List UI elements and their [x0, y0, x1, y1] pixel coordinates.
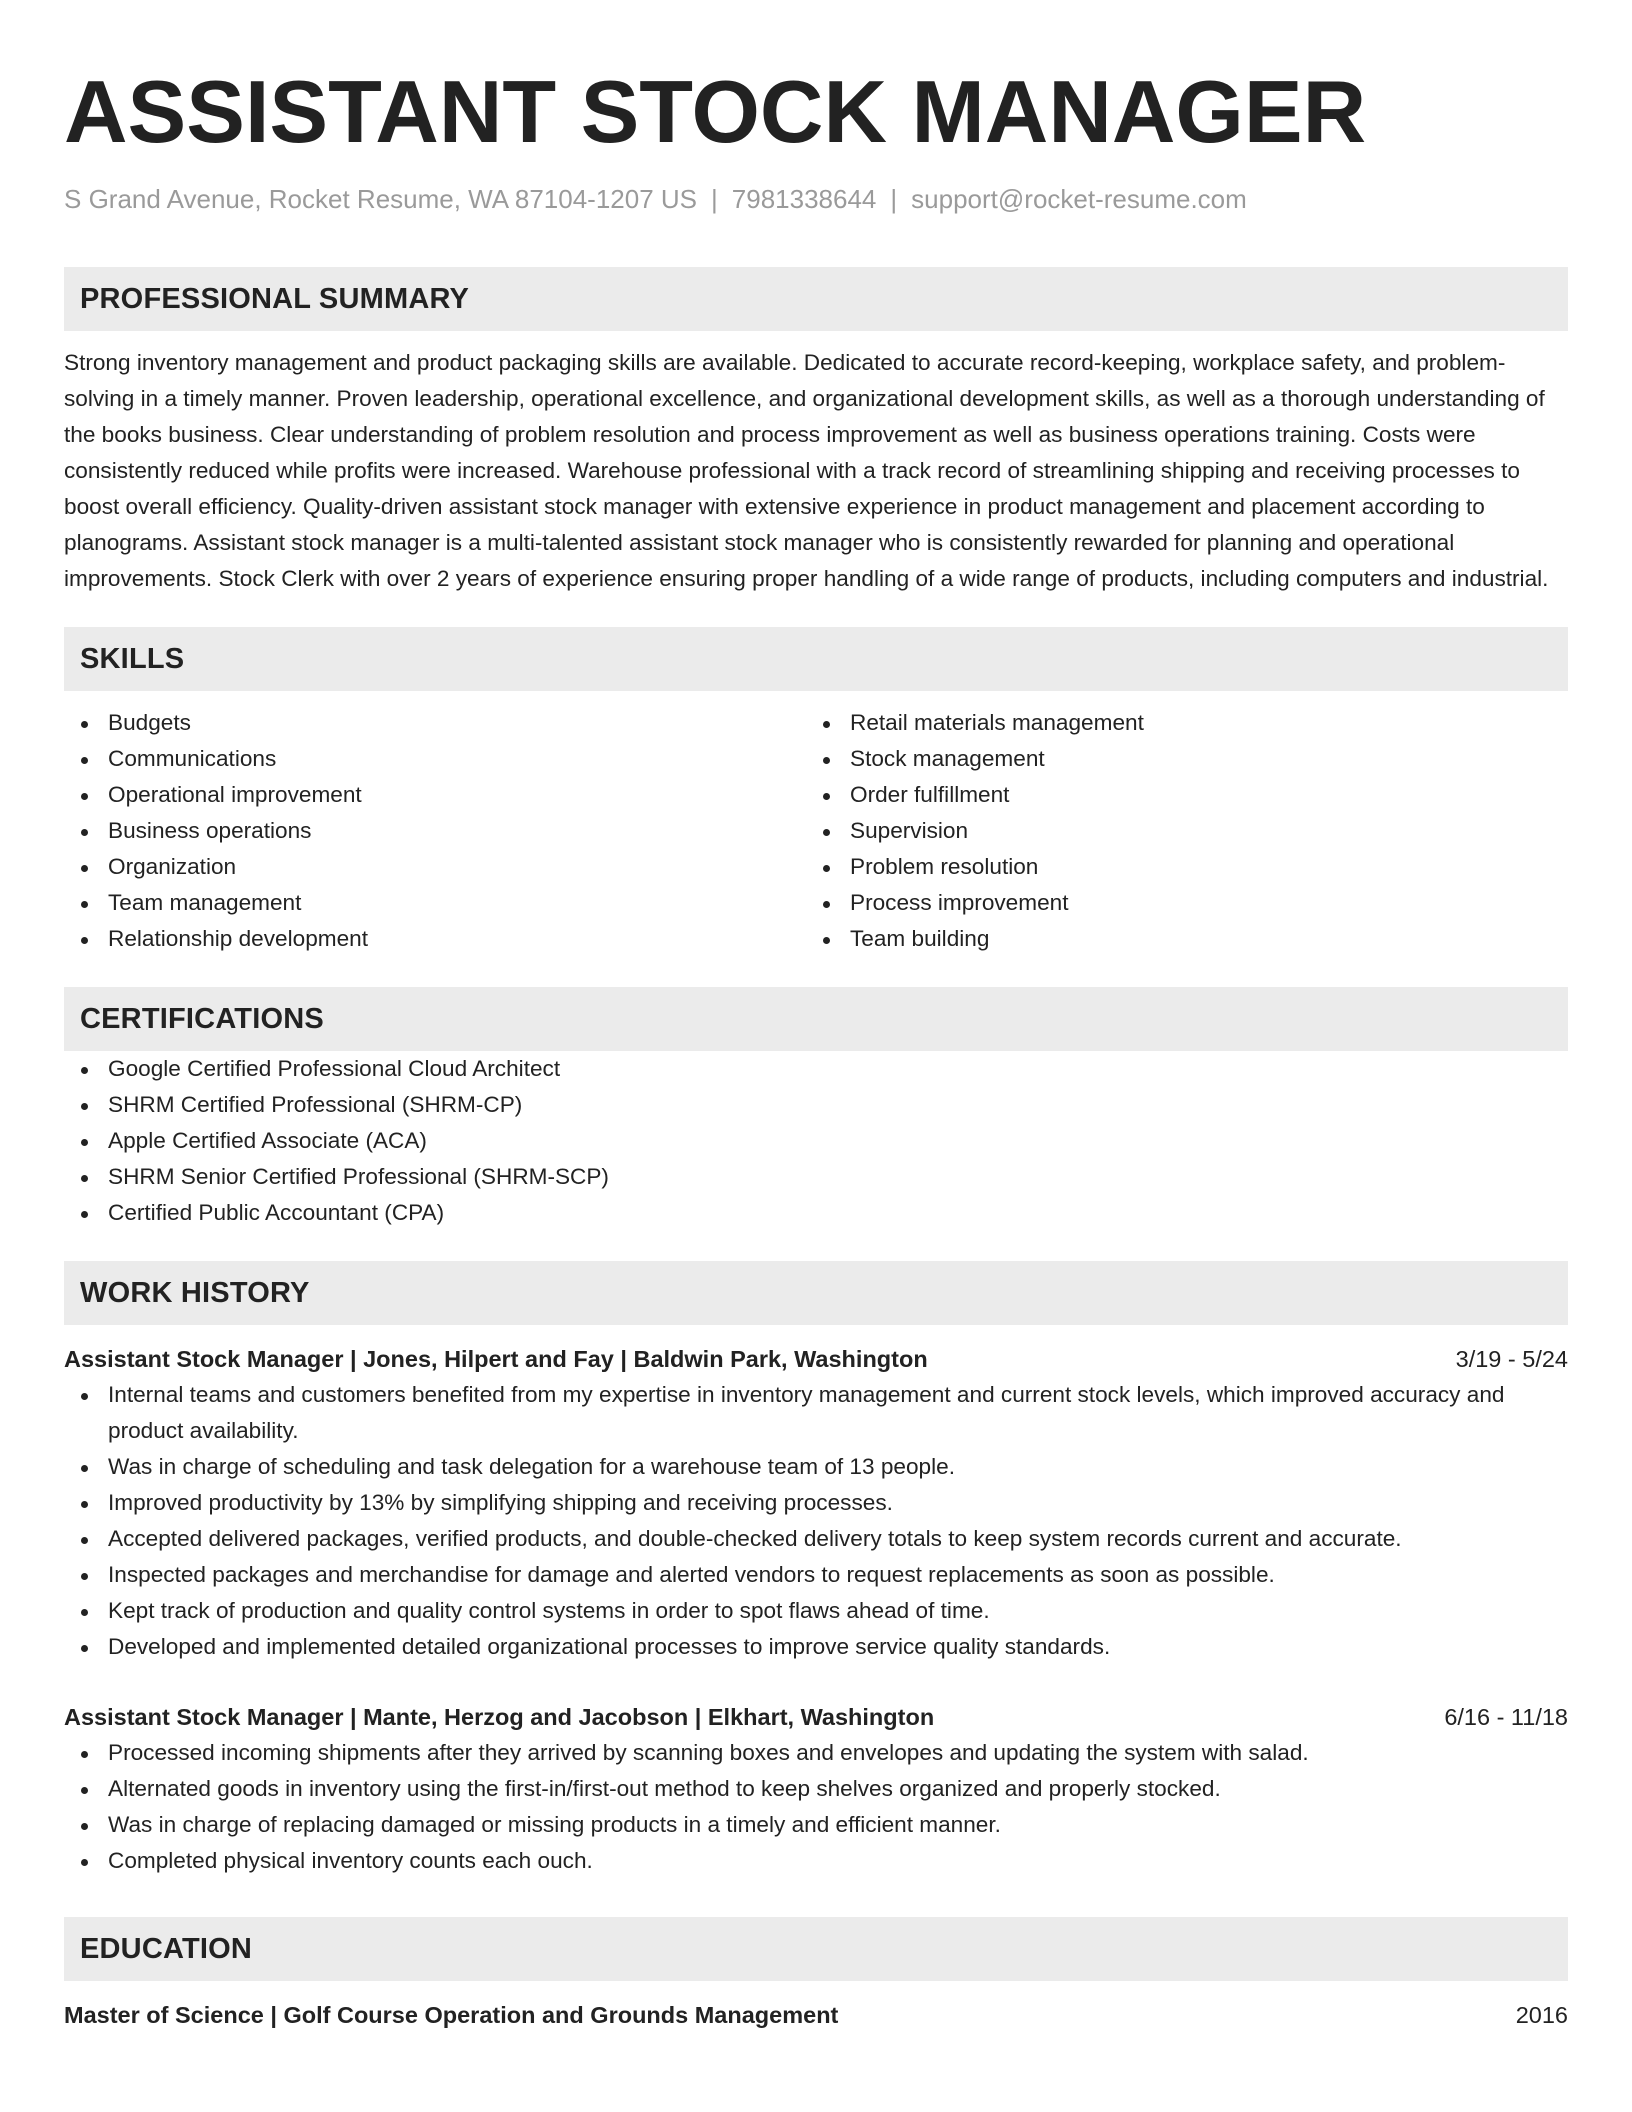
contact-separator: | [711, 184, 718, 214]
skill-item: Budgets [64, 705, 806, 741]
resume-title: ASSISTANT STOCK MANAGER [64, 62, 1367, 161]
skill-item: Process improvement [806, 885, 1548, 921]
job-bullet: Completed physical inventory counts each ouch. [64, 1843, 1568, 1879]
skill-item: Retail materials management [806, 705, 1548, 741]
contact-separator: | [890, 184, 898, 214]
contact-line [64, 184, 1568, 215]
job-bullet: Alternated goods in inventory using the first-in/first-out method to keep shelves organized and properly stocked. [64, 1771, 1568, 1807]
job-dates: 6/16 - 11/18 [1444, 1704, 1568, 1731]
skill-item: Team building [806, 921, 1548, 957]
education-year: 2016 [1515, 2002, 1568, 2029]
section-heading-skills: SKILLS [64, 627, 1568, 691]
job-bullet: Was in charge of scheduling and task delegation for a warehouse team of 13 people. [64, 1449, 1568, 1485]
summary-text: Strong inventory management and product packaging skills are available. Dedicated to accurate record-keeping, workplace safety, and problem-solving in a timely manner. Proven leadership, operational excellence, and organizational development skills, as well as a thorough understanding of the books business. Clear understanding of problem resolution and process improvement as well as business operations training. Costs were consistently reduced while profits were increased. Warehouse professional with a track record of streamlining shipping and receiving processes to boost overall efficiency. Quality-driven assistant stock manager with extensive experience in product management and placement according to planograms. Assistant stock manager is a multi-talented assistant stock manager who is consistently rewarded for planning and operational improvements. Stock Clerk with over 2 years of experience ensuring proper handling of a wide range of products, including computers and industrial. [64, 350, 1549, 592]
job-bullet: Internal teams and customers benefited from my expertise in inventory management and current stock levels, which improved accuracy and product availability. [64, 1377, 1568, 1449]
education-entry [64, 1997, 1568, 2033]
certification-item: SHRM Certified Professional (SHRM-CP) [64, 1087, 1568, 1123]
job-heading [64, 1699, 1568, 1735]
skills-list [64, 705, 1568, 957]
contact-address: S Grand Avenue, Rocket Resume, WA 87104-1207 US [64, 184, 698, 214]
skills-column-left [64, 705, 806, 957]
contact-email: support@rocket-resume.com [911, 184, 1247, 214]
skill-item: Communications [64, 741, 806, 777]
skills-column-right [806, 705, 1548, 957]
certifications-list [64, 1051, 1568, 1231]
job-bullet: Developed and implemented detailed organizational processes to improve service quality standards. [64, 1629, 1568, 1665]
skill-item: Stock management [806, 741, 1548, 777]
section-heading-work-history: WORK HISTORY [64, 1261, 1568, 1325]
skill-item: Problem resolution [806, 849, 1548, 885]
job-heading [64, 1341, 1568, 1377]
certification-item: Apple Certified Associate (ACA) [64, 1123, 1568, 1159]
skill-item: Operational improvement [64, 777, 806, 813]
certification-item: Google Certified Professional Cloud Architect [64, 1051, 1568, 1087]
job-title: Assistant Stock Manager | Jones, Hilpert and Fay | Baldwin Park, Washington [64, 1346, 928, 1373]
job-title: Assistant Stock Manager | Mante, Herzog and Jacobson | Elkhart, Washington [64, 1704, 935, 1731]
skill-item: Order fulfillment [806, 777, 1548, 813]
job-bullet: Inspected packages and merchandise for damage and alerted vendors to request replacements as soon as possible. [64, 1557, 1568, 1593]
skill-item: Relationship development [64, 921, 806, 957]
certification-item: Certified Public Accountant (CPA) [64, 1195, 1568, 1231]
job-bullet: Accepted delivered packages, verified products, and double-checked delivery totals to keep system records current and accurate. [64, 1521, 1568, 1557]
job-bullets [64, 1377, 1568, 1665]
job-bullet: Kept track of production and quality control systems in order to spot flaws ahead of time. [64, 1593, 1568, 1629]
job-bullet: Improved productivity by 13% by simplifying shipping and receiving processes. [64, 1485, 1568, 1521]
certification-item: SHRM Senior Certified Professional (SHRM-SCP) [64, 1159, 1568, 1195]
job-dates: 3/19 - 5/24 [1455, 1346, 1568, 1373]
skill-item: Supervision [806, 813, 1548, 849]
job-bullet: Processed incoming shipments after they arrived by scanning boxes and envelopes and updating the system with salad. [64, 1735, 1568, 1771]
skill-item: Business operations [64, 813, 806, 849]
section-heading-certifications: CERTIFICATIONS [64, 987, 1568, 1051]
job-bullet: Was in charge of replacing damaged or missing products in a timely and efficient manner. [64, 1807, 1568, 1843]
skill-item: Team management [64, 885, 806, 921]
education-degree: Master of Science | Golf Course Operation and Grounds Management [64, 2002, 839, 2029]
skill-item: Organization [64, 849, 806, 885]
job-bullets [64, 1735, 1568, 1879]
section-heading-education: EDUCATION [64, 1917, 1568, 1981]
section-heading-summary: PROFESSIONAL SUMMARY [64, 267, 1568, 331]
contact-phone: 7981338644 [731, 184, 877, 214]
